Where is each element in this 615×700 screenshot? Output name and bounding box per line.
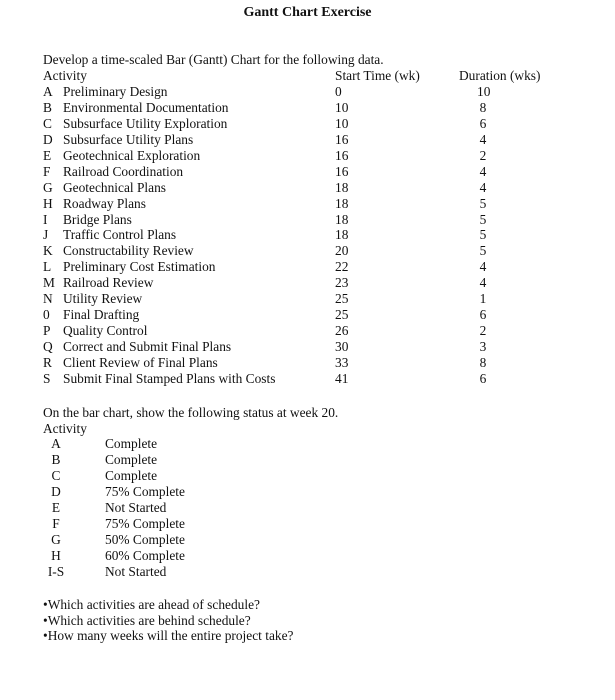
activity-start: 18 — [335, 227, 349, 243]
activity-row — [43, 84, 573, 100]
activity-id: F — [43, 163, 51, 179]
activity-name: Roadway Plans — [63, 195, 146, 211]
activity-start: 16 — [335, 131, 349, 147]
activity-start: 26 — [335, 323, 349, 339]
activity-name: Subsurface Utility Plans — [63, 131, 194, 147]
activity-start: 25 — [335, 291, 349, 307]
status-value: Not Started — [105, 564, 167, 579]
activity-row — [43, 355, 573, 371]
activity-duration: 2 — [479, 323, 487, 339]
start-column-header: Start Time (wk) — [335, 68, 420, 83]
activity-id: L — [43, 259, 52, 275]
activity-row — [43, 100, 573, 116]
status-row — [43, 500, 243, 516]
activity-start: 30 — [335, 339, 349, 354]
activity-duration: 8 — [479, 99, 487, 115]
activity-name: Geotechnical Plans — [63, 179, 166, 195]
activity-name: Correct and Submit Final Plans — [63, 339, 232, 354]
activity-id: S — [43, 370, 51, 386]
status-row — [43, 548, 243, 564]
activity-duration: 1 — [479, 291, 487, 307]
question-item: •How many weeks will the entire project take? — [43, 628, 294, 643]
activity-duration: 10 — [477, 84, 491, 99]
activity-name: Utility Review — [63, 291, 143, 307]
status-value: 75% Complete — [105, 484, 185, 499]
activity-row — [43, 243, 573, 259]
status-activity: C — [51, 468, 61, 483]
activity-start: 25 — [335, 307, 349, 323]
status-value: 50% Complete — [105, 532, 185, 547]
activity-row — [43, 212, 573, 228]
question-item: •Which activities are behind schedule? — [43, 612, 251, 628]
status-row — [43, 468, 243, 484]
activity-name: Geotechnical Exploration — [63, 147, 201, 163]
activity-duration: 6 — [479, 115, 487, 131]
activity-column-header: Activity — [43, 68, 87, 83]
status-value: Complete — [105, 452, 158, 467]
activity-id: A — [43, 84, 53, 99]
activity-row — [43, 259, 573, 275]
activity-row — [43, 180, 573, 196]
status-activity: A — [51, 436, 61, 451]
activity-id: B — [43, 99, 52, 115]
activity-start: 22 — [335, 259, 349, 275]
activity-row — [43, 291, 573, 307]
activity-start: 23 — [335, 275, 349, 291]
duration-column-header: Duration (wks) — [459, 68, 541, 83]
status-activity: I-S — [47, 564, 65, 579]
status-activity-header: Activity — [43, 421, 87, 436]
activity-start: 33 — [335, 354, 349, 370]
activity-duration: 6 — [479, 307, 487, 323]
activity-row — [43, 307, 573, 323]
activity-row — [43, 116, 573, 132]
activity-row — [43, 164, 573, 180]
activity-id: C — [43, 115, 52, 131]
status-value: 60% Complete — [105, 548, 185, 563]
activity-duration: 4 — [479, 179, 487, 195]
activity-duration: 8 — [479, 354, 487, 370]
activity-start: 18 — [335, 195, 349, 211]
activity-name: Preliminary Design — [63, 84, 168, 99]
activity-id: H — [43, 195, 53, 211]
activity-start: 0 — [335, 84, 342, 99]
activity-id: I — [43, 211, 48, 227]
status-value: Not Started — [105, 500, 167, 515]
status-value: 75% Complete — [105, 516, 185, 531]
status-activity: E — [51, 500, 61, 515]
activity-id: E — [43, 147, 52, 163]
activity-id: Q — [43, 339, 53, 354]
activity-name: Quality Control — [63, 323, 148, 339]
activity-start: 18 — [335, 179, 349, 195]
activity-start: 16 — [335, 163, 349, 179]
activity-row — [43, 227, 573, 243]
question-item: •Which activities are ahead of schedule? — [43, 597, 260, 612]
status-row — [43, 564, 243, 580]
activity-duration: 2 — [479, 147, 487, 163]
activity-name: Submit Final Stamped Plans with Costs — [63, 370, 276, 386]
activity-duration: 4 — [479, 163, 487, 179]
status-activity: H — [51, 548, 61, 563]
activity-id: D — [43, 131, 53, 147]
intro-text: Develop a time-scaled Bar (Gantt) Chart for the following data. — [43, 52, 384, 67]
activity-row — [43, 275, 573, 291]
activity-name: Traffic Control Plans — [63, 227, 177, 243]
activity-id: P — [43, 323, 51, 339]
page-title: Gantt Chart Exercise — [243, 5, 372, 20]
activity-id: J — [43, 227, 49, 243]
status-activity: D — [51, 484, 61, 499]
activity-id: M — [43, 275, 55, 291]
activity-duration: 4 — [479, 259, 487, 275]
activity-name: Railroad Review — [63, 275, 154, 291]
activity-id: N — [43, 291, 53, 307]
status-activity: F — [52, 516, 60, 531]
activity-duration: 6 — [479, 370, 487, 386]
activity-name: Subsurface Utility Exploration — [63, 115, 228, 131]
status-row — [43, 532, 243, 548]
activity-duration: 5 — [479, 211, 487, 227]
status-row — [43, 452, 243, 468]
activity-start: 18 — [335, 211, 349, 227]
activity-start: 41 — [335, 370, 349, 386]
activity-name: Client Review of Final Plans — [63, 354, 218, 370]
activity-name: Environmental Documentation — [63, 99, 229, 115]
activity-duration: 5 — [479, 227, 487, 243]
activity-id: G — [43, 179, 53, 195]
activity-row — [43, 196, 573, 212]
status-row — [43, 516, 243, 532]
activity-duration: 4 — [479, 131, 487, 147]
question-list — [43, 597, 293, 644]
activity-start: 16 — [335, 147, 349, 163]
activity-id: 0 — [43, 307, 50, 323]
activity-row — [43, 132, 573, 148]
activity-duration: 4 — [479, 275, 487, 291]
activity-name: Railroad Coordination — [63, 163, 184, 179]
activity-row — [43, 323, 573, 339]
activity-duration: 3 — [479, 339, 487, 354]
status-row — [43, 436, 243, 452]
activity-id: K — [43, 243, 53, 259]
activity-start: 10 — [335, 99, 349, 115]
activity-row — [43, 371, 573, 387]
activity-start: 10 — [335, 115, 349, 131]
status-value: Complete — [105, 436, 158, 451]
activity-duration: 5 — [479, 243, 487, 259]
status-table — [43, 436, 243, 580]
activity-row — [43, 148, 573, 164]
status-intro-text: On the bar chart, show the following status at week 20. — [43, 405, 339, 420]
activity-id: R — [43, 354, 52, 370]
activity-name: Final Drafting — [63, 307, 140, 323]
activity-name: Bridge Plans — [63, 211, 132, 227]
status-activity: G — [51, 532, 61, 547]
activity-name: Constructability Review — [63, 243, 194, 259]
activity-name: Preliminary Cost Estimation — [63, 259, 216, 275]
status-activity: B — [51, 452, 61, 467]
status-row — [43, 484, 243, 500]
activity-start: 20 — [335, 243, 349, 259]
status-value: Complete — [105, 468, 158, 483]
activity-row — [43, 339, 573, 355]
activity-duration: 5 — [479, 195, 487, 211]
activity-table — [43, 84, 573, 387]
